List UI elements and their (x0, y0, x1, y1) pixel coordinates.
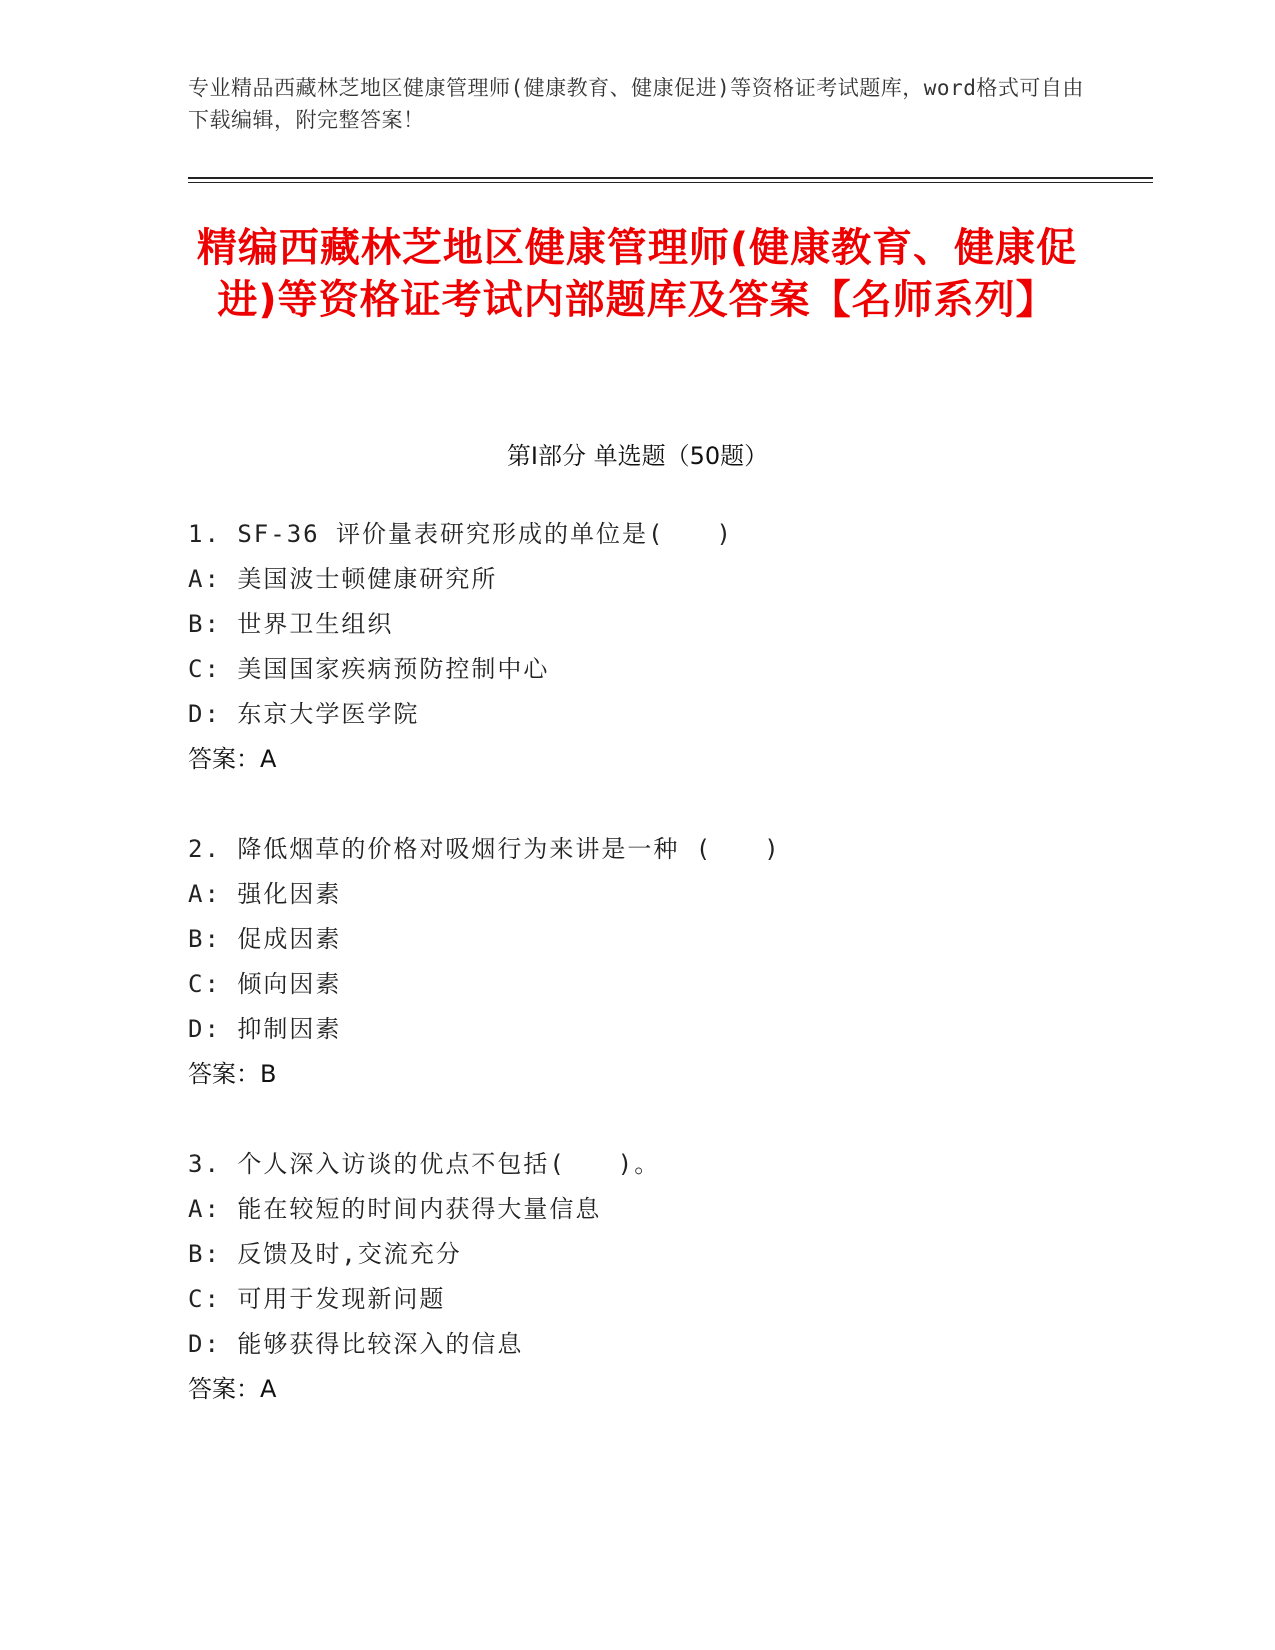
option-d: D: 东京大学医学院 (188, 700, 420, 728)
question-stem: 1. SF-36 评价量表研究形成的单位是( ) (188, 520, 733, 548)
option-b: B: 反馈及时,交流充分 (188, 1240, 462, 1268)
answer: 答案：B (188, 1060, 277, 1088)
question-stem: 2. 降低烟草的价格对吸烟行为来讲是一种 ( ) (188, 835, 781, 863)
option-c: C: 可用于发现新问题 (188, 1285, 446, 1313)
option-d: D: 抑制因素 (188, 1015, 342, 1043)
question-3 (188, 1142, 1088, 1412)
header-note: 专业精品西藏林芝地区健康管理师(健康教育、健康促进)等资格证考试题库，word格式可自由下载编辑，附完整答案！ (188, 76, 1084, 132)
answer: 答案：A (188, 1375, 277, 1403)
option-d: D: 能够获得比较深入的信息 (188, 1330, 524, 1358)
option-b: B: 促成因素 (188, 925, 342, 953)
question-1 (188, 512, 1088, 782)
document-title: 精编西藏林芝地区健康管理师(健康教育、健康促进)等资格证考试内部题库及答案【名师系列】 (196, 225, 1078, 323)
header-divider (188, 177, 1153, 183)
question-stem: 3. 个人深入访谈的优点不包括( )。 (188, 1150, 661, 1178)
option-c: C: 美国国家疾病预防控制中心 (188, 655, 550, 683)
option-a: A: 美国波士顿健康研究所 (188, 565, 498, 593)
option-c: C: 倾向因素 (188, 970, 342, 998)
answer: 答案：A (188, 745, 277, 773)
option-a: A: 强化因素 (188, 880, 342, 908)
option-a: A: 能在较短的时间内获得大量信息 (188, 1195, 602, 1223)
question-2 (188, 827, 1088, 1097)
option-b: B: 世界卫生组织 (188, 610, 394, 638)
section-title: 第Ⅰ部分 单选题（50题） (506, 442, 769, 470)
